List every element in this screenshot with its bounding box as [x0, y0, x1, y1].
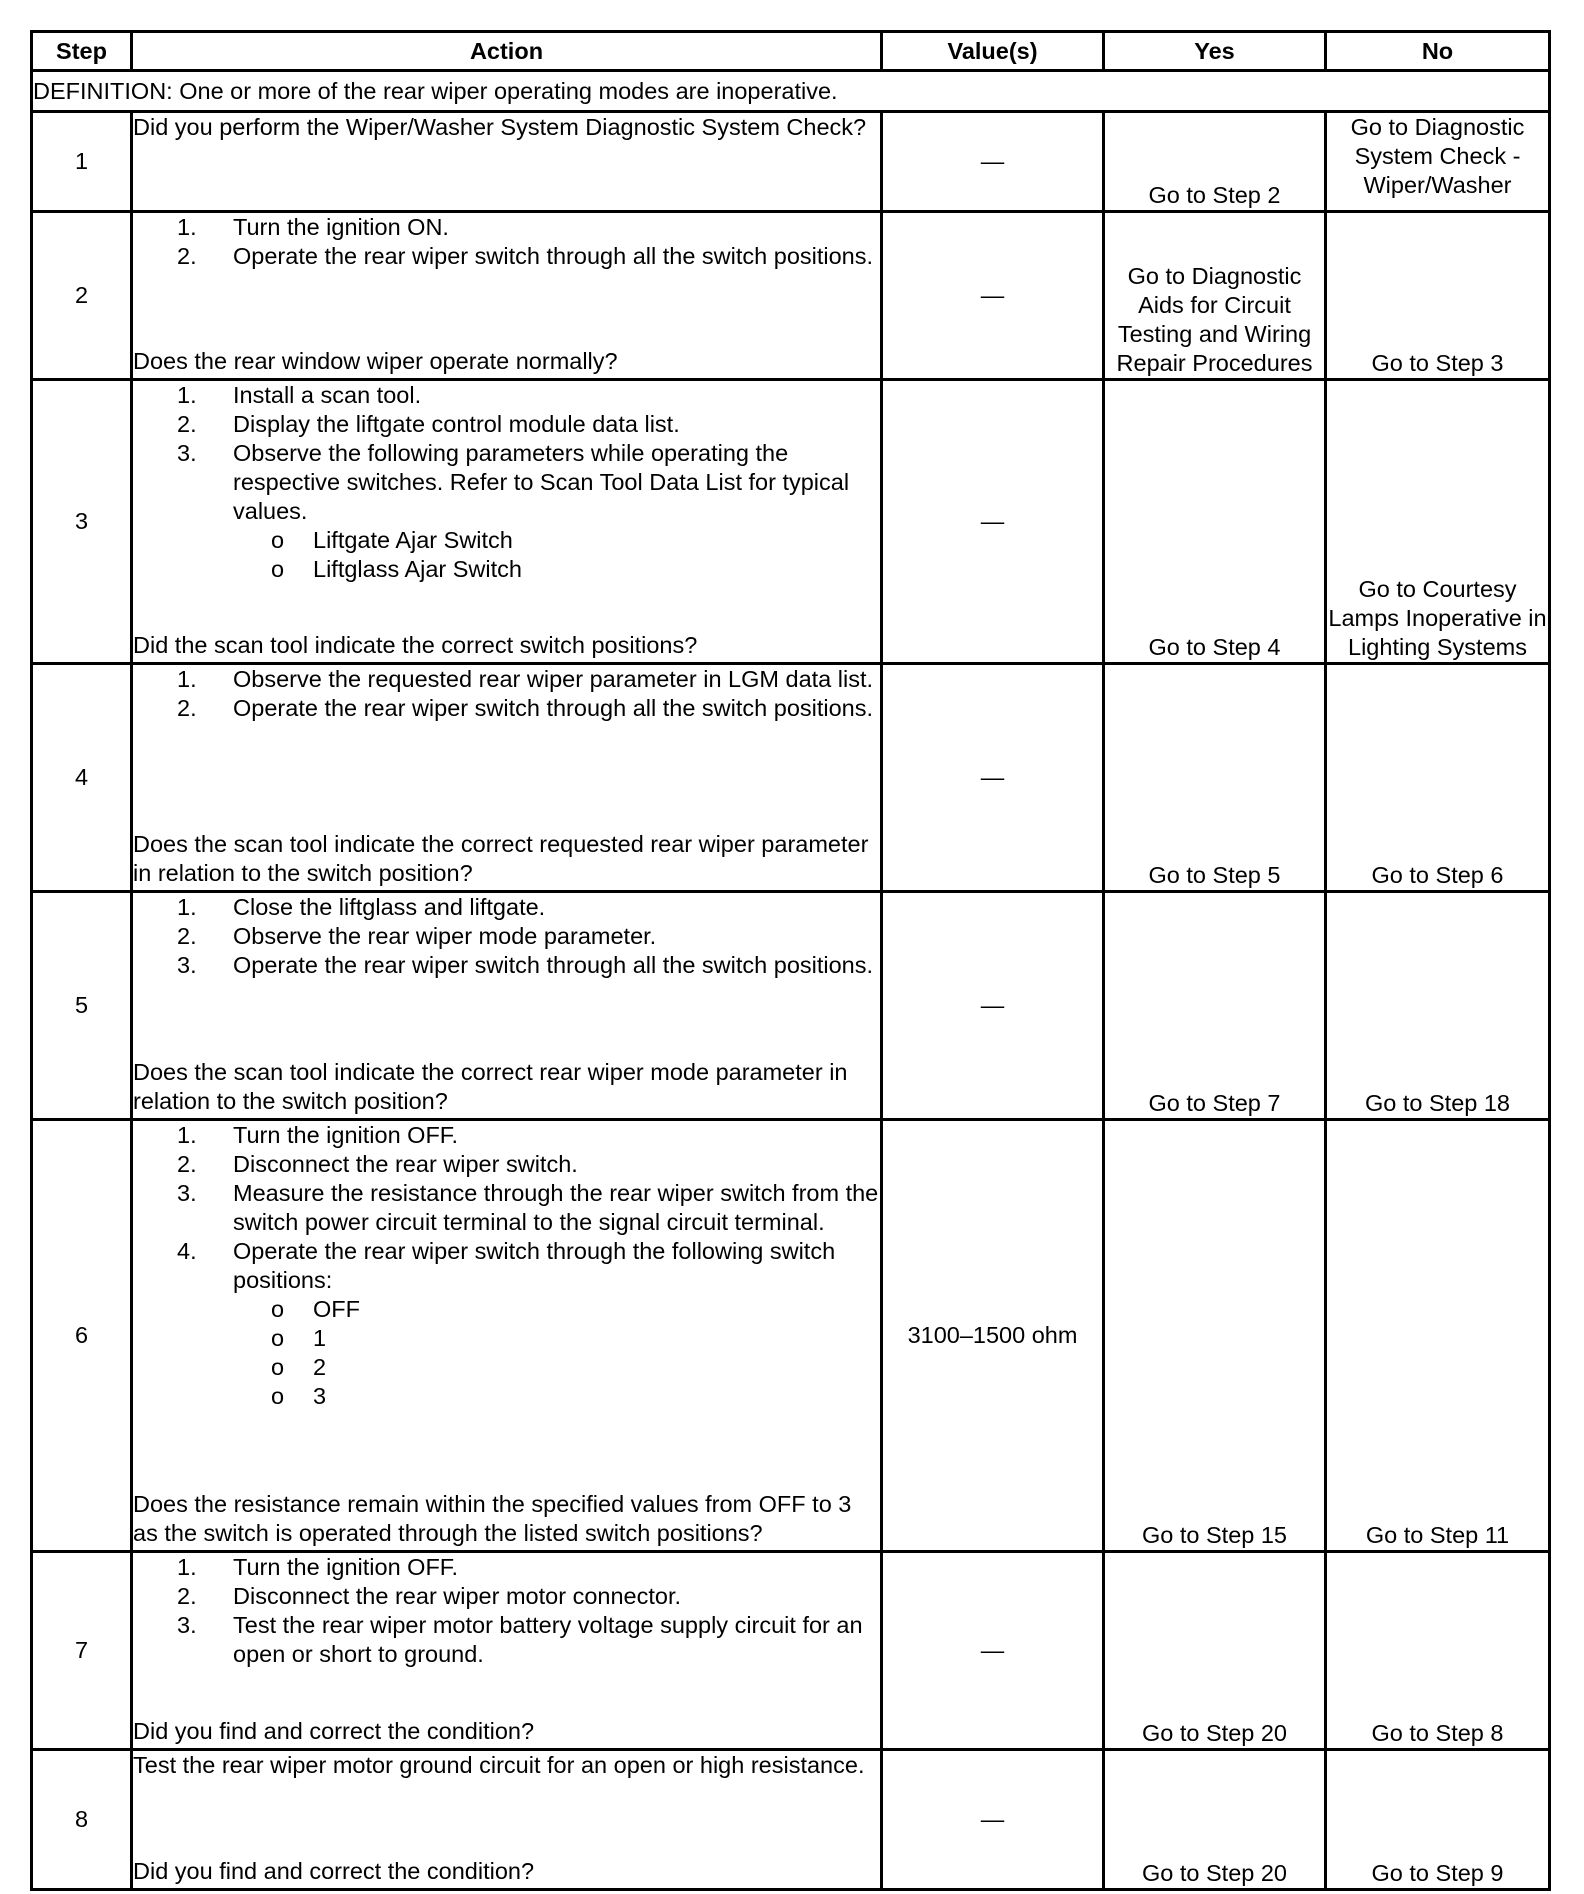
table-row: [32, 664, 1550, 892]
header-row: [32, 32, 1550, 71]
header-no: No: [1326, 32, 1550, 71]
action-steps: [133, 893, 880, 980]
switch-position-list: [233, 1295, 880, 1411]
header-action: Action: [132, 32, 882, 71]
table-row: [32, 1120, 1550, 1552]
action-cell: [132, 212, 882, 380]
action-step: 3. Observe the following parameters while operating the respective switches. Refer to Scan Tool Data List for typical values. o Liftgate Ajar Switch o Liftglass Ajar Switch: [133, 439, 880, 584]
table-row: [32, 212, 1550, 380]
action-step: 2. Observe the rear wiper mode parameter.: [177, 923, 657, 949]
definition-row: [32, 71, 1550, 112]
action-step: 2. Operate the rear wiper switch through all the switch positions.: [177, 243, 874, 269]
action-intro: Did you perform the Wiper/Washer System Diagnostic System Check?: [133, 114, 867, 140]
action-step: 2. Disconnect the rear wiper motor connector.: [177, 1583, 682, 1609]
no-cell: Go to Courtesy Lamps Inoperative in Lighting Systems: [1326, 380, 1550, 664]
no-cell: Go to Diagnostic System Check - Wiper/Washer: [1326, 112, 1550, 212]
action-step: 2. Disconnect the rear wiper switch.: [177, 1151, 578, 1177]
action-steps: [133, 665, 880, 723]
action-step: 4. Operate the rear wiper switch through the following switch positions: o OFF o 1 o 2 o 3: [133, 1237, 880, 1411]
yes-cell: Go to Step 20: [1104, 1552, 1326, 1750]
step-number: 3: [32, 380, 132, 664]
action-steps: [133, 213, 880, 271]
value-cell: —: [882, 380, 1104, 664]
action-question: Does the scan tool indicate the correct rear wiper mode parameter in relation to the switch position?: [133, 1059, 848, 1114]
list-item: o 3: [233, 1382, 880, 1411]
no-cell: Go to Step 6: [1326, 664, 1550, 892]
action-step: 2. Operate the rear wiper switch through all the switch positions.: [177, 695, 874, 721]
yes-cell: Go to Step 20: [1104, 1750, 1326, 1890]
table-row: [32, 892, 1550, 1120]
action-step: 1. Close the liftglass and liftgate.: [177, 894, 546, 920]
value-cell: 3100–1500 ohm: [882, 1120, 1104, 1552]
action-cell: [132, 664, 882, 892]
step-number: 8: [32, 1750, 132, 1890]
action-cell: [132, 380, 882, 664]
step-number: 6: [32, 1120, 132, 1552]
action-step: 1. Turn the ignition OFF.: [177, 1554, 459, 1580]
header-step: Step: [32, 32, 132, 71]
yes-cell: Go to Step 7: [1104, 892, 1326, 1120]
list-item: o 1: [233, 1324, 880, 1353]
action-steps: [133, 1121, 880, 1411]
action-step: 1. Install a scan tool.: [177, 382, 422, 408]
action-cell: [132, 1120, 882, 1552]
action-question: Did you find and correct the condition?: [133, 1718, 535, 1744]
yes-cell: Go to Step 4: [1104, 380, 1326, 664]
yes-cell: Go to Step 5: [1104, 664, 1326, 892]
no-cell: Go to Step 8: [1326, 1552, 1550, 1750]
action-steps: [133, 1553, 880, 1669]
step-number: 7: [32, 1552, 132, 1750]
diagnostic-table: [30, 30, 1551, 1891]
value-cell: —: [882, 1750, 1104, 1890]
action-steps: [133, 381, 880, 584]
no-cell: Go to Step 11: [1326, 1120, 1550, 1552]
list-item: o 2: [233, 1353, 880, 1382]
action-question: Does the rear window wiper operate normally?: [133, 348, 618, 374]
yes-cell: Go to Step 15: [1104, 1120, 1326, 1552]
step-number: 2: [32, 212, 132, 380]
parameter-list: [233, 526, 880, 584]
action-step: 2. Display the liftgate control module data list.: [177, 411, 680, 437]
action-intro: Test the rear wiper motor ground circuit for an open or high resistance.: [133, 1752, 865, 1778]
action-step: 1. Turn the ignition OFF.: [177, 1122, 459, 1148]
list-item: o OFF: [233, 1295, 880, 1324]
header-yes: Yes: [1104, 32, 1326, 71]
action-step: 1. Observe the requested rear wiper parameter in LGM data list.: [177, 666, 874, 692]
action-step: 1. Turn the ignition ON.: [177, 214, 449, 240]
action-question: Did you find and correct the condition?: [133, 1858, 535, 1884]
step-number: 5: [32, 892, 132, 1120]
step-number: 1: [32, 112, 132, 212]
action-step: 3. Test the rear wiper motor battery voltage supply circuit for an open or short to ground.: [177, 1612, 863, 1667]
value-cell: —: [882, 892, 1104, 1120]
action-cell: [132, 892, 882, 1120]
table-row: [32, 112, 1550, 212]
value-cell: —: [882, 112, 1104, 212]
table-row: [32, 1750, 1550, 1890]
action-cell: [132, 1552, 882, 1750]
table-row: [32, 380, 1550, 664]
step-number: 4: [32, 664, 132, 892]
no-cell: Go to Step 9: [1326, 1750, 1550, 1890]
no-cell: Go to Step 3: [1326, 212, 1550, 380]
action-step: 3. Operate the rear wiper switch through all the switch positions.: [177, 952, 874, 978]
definition-text: DEFINITION: One or more of the rear wiper operating modes are inoperative.: [32, 71, 1550, 112]
action-question: Does the scan tool indicate the correct requested rear wiper parameter in relation to the switch position?: [133, 831, 869, 886]
action-step: 3. Measure the resistance through the rear wiper switch from the switch power circuit terminal to the signal circuit terminal.: [177, 1180, 879, 1235]
list-item: o Liftgate Ajar Switch: [233, 526, 880, 555]
value-cell: —: [882, 212, 1104, 380]
table-row: [32, 1552, 1550, 1750]
header-values: Value(s): [882, 32, 1104, 71]
value-cell: —: [882, 1552, 1104, 1750]
action-cell: [132, 112, 882, 212]
yes-cell: Go to Diagnostic Aids for Circuit Testing and Wiring Repair Procedures: [1104, 212, 1326, 380]
value-cell: —: [882, 664, 1104, 892]
action-question: Did the scan tool indicate the correct switch positions?: [133, 632, 698, 658]
action-cell: [132, 1750, 882, 1890]
list-item: o Liftglass Ajar Switch: [233, 555, 880, 584]
no-cell: Go to Step 18: [1326, 892, 1550, 1120]
action-question: Does the resistance remain within the specified values from OFF to 3 as the switch is operated through the listed switch positions?: [133, 1491, 852, 1546]
yes-cell: Go to Step 2: [1104, 112, 1326, 212]
